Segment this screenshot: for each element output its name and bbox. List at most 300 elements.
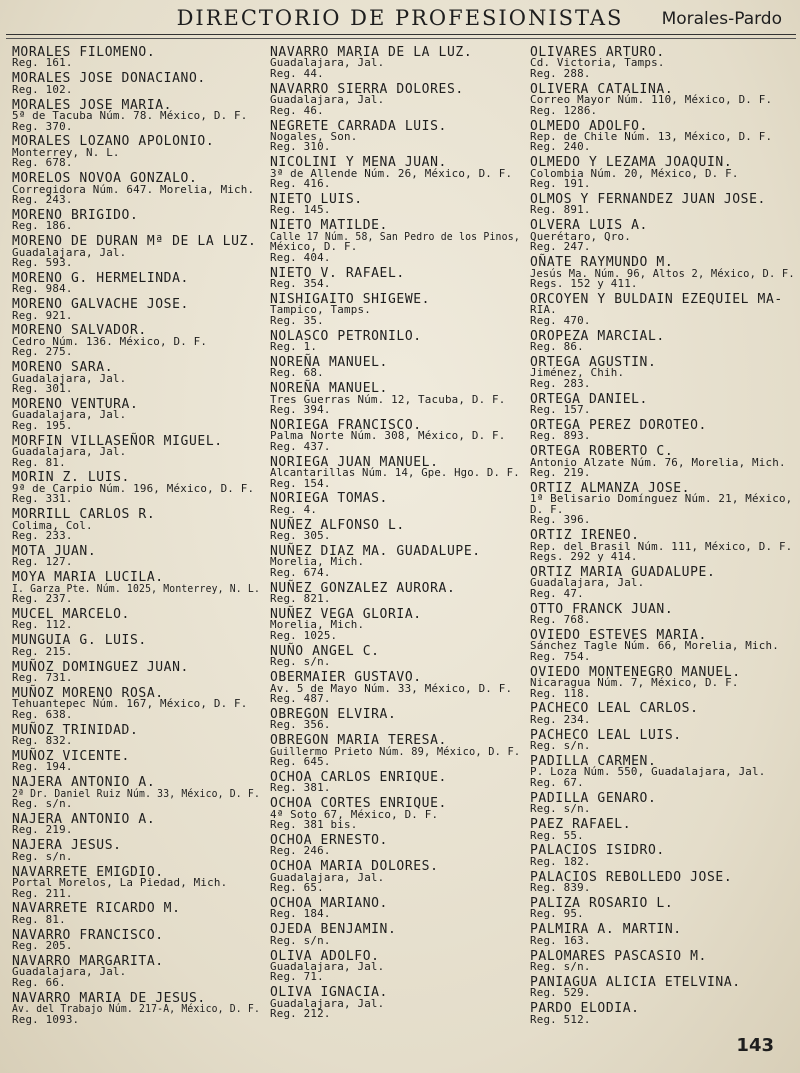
entry-name: MORALES LOZANO APOLONIO. (12, 134, 215, 150)
entry-name: OROPEZA MARCIAL. (530, 328, 665, 344)
entry-registration: Reg. 66. (12, 975, 66, 989)
directory-entry (270, 328, 520, 353)
entry-registration: Reg. 416. (270, 177, 331, 191)
directory-entry (270, 118, 520, 154)
entry-name: PALACIOS ISIDRO. (530, 843, 665, 859)
entry-name: NOLASCO PETRONILO. (270, 328, 422, 344)
entry-name: NAVARRO MARIA DE JESUS. (12, 990, 206, 1006)
directory-entry (530, 564, 795, 600)
entry-registration: Reg. 205. (12, 939, 73, 953)
entry-registration: Reg. 186. (12, 219, 73, 233)
entry-name: OBREGON ELVIRA. (270, 706, 397, 722)
entry-registration: Reg. 44. (270, 66, 324, 80)
entry-registration: Reg. 437. (270, 439, 331, 453)
entry-name: OLIVA ADOLFO. (270, 948, 380, 964)
directory-entry (270, 517, 520, 543)
directory-entry (12, 323, 260, 359)
entry-address: Colima, Col. (12, 518, 93, 532)
directory-entry (270, 985, 520, 1021)
entry-name: OLIVA IGNACIA. (270, 985, 388, 1001)
entry-registration: Reg. s/n. (530, 802, 591, 816)
entry-name: ORTEGA ROBERTO C. (530, 444, 674, 460)
directory-entry (530, 974, 795, 1000)
directory-entry (12, 864, 260, 900)
entry-registration: Reg. 356. (270, 718, 331, 732)
entry-address: Nicaragua Núm. 7, México, D. F. (530, 676, 739, 690)
entry-registration: Reg. 283. (530, 376, 591, 390)
entry-address: Guadalajara, Jal. (270, 870, 385, 884)
entry-registration: Reg. 234. (530, 712, 591, 726)
entry-address: Guadalajara, Jal. (12, 245, 127, 259)
entry-address: Guadalajara, Jal. (12, 445, 127, 459)
entry-name: NUÑEZ VEGA GLORIA. (270, 607, 422, 623)
directory-entry (12, 234, 260, 270)
directory-entry (12, 607, 260, 632)
entry-address: P. Loza Núm. 550, Guadalajara, Jal. (530, 765, 766, 779)
entry-address: Tampico, Tamps. (270, 303, 371, 317)
entry-address: Guadalajara, Jal. (530, 576, 645, 590)
directory-entry (270, 192, 520, 217)
entry-registration: Reg. 194. (12, 760, 73, 774)
directory-entry (530, 948, 795, 974)
entry-registration: Reg. 331. (12, 492, 73, 506)
directory-entry (12, 297, 260, 322)
entry-name: PACHECO LEAL CARLOS. (530, 701, 699, 717)
entry-registration: Reg. 754. (530, 649, 591, 663)
entry-name: OLIVERA CATALINA. (530, 81, 674, 97)
entry-name: NAJERA JESUS. (12, 838, 122, 854)
entry-address: Guadalajara, Jal. (12, 965, 127, 979)
entry-registration: Reg. 247. (530, 240, 591, 254)
directory-entry (12, 838, 260, 863)
entry-registration: Reg. 645. (270, 755, 331, 769)
entry-name: MORENO GALVACHE JOSE. (12, 297, 189, 313)
entry-name: MORENO BRIGIDO. (12, 207, 139, 223)
entry-registration: Reg. 1093. (12, 1012, 80, 1026)
entry-name: OCHOA CARLOS ENRIQUE. (270, 769, 447, 785)
entry-address: 3ª de Allende Núm. 26, México, D. F. (270, 166, 513, 180)
entry-registration: Regs. 292 y 414. (530, 550, 638, 564)
entry-name: ORTIZ MARIA GUADALUPE. (530, 564, 716, 580)
entry-name: OCHOA ERNESTO. (270, 832, 388, 848)
entry-name: PARDO ELODIA. (530, 1001, 640, 1017)
entry-name: NORIEGA FRANCISCO. (270, 417, 422, 433)
entry-registration: Reg. 832. (12, 734, 73, 748)
entry-name: MORIN Z. LUIS. (12, 470, 130, 486)
entry-name: OCHOA MARIANO. (270, 895, 388, 911)
entry-registration: Reg. 768. (530, 613, 591, 627)
entry-name: MUÑOZ DOMINGUEZ JUAN. (12, 659, 189, 675)
entry-registration: Reg. 1025. (270, 628, 338, 642)
entry-name: PALACIOS REBOLLEDO JOSE. (530, 869, 733, 885)
entry-registration: Reg. 893. (530, 429, 591, 443)
directory-entry (12, 45, 260, 70)
entry-name: OCHOA CORTES ENRIQUE. (270, 796, 447, 812)
directory-entry (530, 817, 795, 842)
entry-address: 2ª Dr. Daniel Ruiz Núm. 33, México, D. F. (12, 786, 261, 800)
entry-registration: Reg. 487. (270, 691, 331, 705)
entry-name: MORENO SARA. (12, 360, 114, 376)
directory-entry (530, 45, 795, 80)
entry-registration: Reg. 219. (12, 823, 73, 837)
directory-entry (530, 444, 795, 480)
entry-registration: Reg. 112. (12, 618, 73, 632)
directory-entry (270, 155, 520, 191)
entry-address: Rep. de Chile Núm. 13, México, D. F. (530, 129, 773, 143)
directory-entry (12, 396, 260, 432)
entry-name: MORENO VENTURA. (12, 396, 139, 412)
entry-address: Av. del Trabajo Núm. 217-A, México, D. F. (12, 1002, 261, 1016)
directory-entry (530, 601, 795, 627)
directory-entry (270, 417, 520, 453)
directory-entry (530, 528, 795, 564)
entry-registration: Reg. 127. (12, 555, 73, 569)
entry-registration: Reg. 154. (270, 476, 331, 490)
entry-name: MORRILL CARLOS R. (12, 507, 156, 523)
directory-entry (530, 218, 795, 254)
directory-entry (270, 491, 520, 516)
entry-name: MORALES JOSE MARIA. (12, 97, 173, 113)
entry-name: NOREÑA MANUEL. (270, 354, 388, 370)
entry-name: OLIVARES ARTURO. (530, 45, 665, 60)
entry-registration: Reg. 219. (530, 466, 591, 480)
directory-entry (270, 859, 520, 895)
entry-address: Corregidora Núm. 647. Morelia, Mich. (12, 182, 255, 196)
entry-name: MORALES FILOMENO. (12, 45, 156, 60)
entry-name: MOTA JUAN. (12, 543, 97, 559)
entry-registration: Reg. 984. (12, 282, 73, 296)
entry-registration: Reg. 370. (12, 119, 73, 133)
entry-address: Guadalajara, Jal. (270, 93, 385, 107)
entry-registration: Reg. 68. (270, 366, 324, 380)
directory-entry (12, 927, 260, 953)
directory-entry (12, 812, 260, 837)
entry-registration: Reg. 381. (270, 781, 331, 795)
entry-name: OLVERA LUIS A. (530, 218, 648, 234)
directory-column-1 (12, 45, 261, 1030)
directory-entry (270, 706, 520, 732)
entry-registration: Reg. 243. (12, 193, 73, 206)
directory-entry (12, 901, 260, 926)
entry-name: ORTEGA PEREZ DOROTEO. (530, 417, 707, 433)
page-header (0, 4, 800, 34)
entry-name: PALOMARES PASCASIO M. (530, 948, 707, 964)
entry-name: PADILLA GENARO. (530, 790, 657, 806)
entry-address: Palma Norte Núm. 308, México, D. F. (270, 429, 506, 443)
entry-address: Colombia Núm. 20, México, D. F. (530, 166, 739, 180)
entry-registration: Reg. 161. (12, 56, 73, 70)
entry-address: Portal Morelos, La Piedad, Mich. (12, 876, 228, 890)
entry-name: NIETO MATILDE. (270, 218, 388, 234)
entry-name: OLMEDO ADOLFO. (530, 118, 648, 134)
entry-name: ORCOYEN Y BULDAIN EZEQUIEL MA- (530, 291, 783, 307)
entry-registration: Reg. s/n. (530, 960, 591, 974)
entry-registration: Reg. 65. (270, 881, 324, 895)
entry-name: OJEDA BENJAMIN. (270, 922, 397, 938)
entry-name: MUCEL MARCELO. (12, 607, 130, 623)
directory-entry (12, 507, 260, 543)
entry-address: Guillermo Prieto Núm. 89, México, D. F. (270, 744, 521, 758)
directory-entry (270, 265, 520, 290)
directory-entry (12, 990, 261, 1026)
entry-registration: Reg. 67. (530, 775, 584, 789)
entry-registration: Reg. 47. (530, 586, 584, 600)
entry-registration: Reg. 354. (270, 276, 331, 290)
directory-entry (12, 570, 261, 606)
entry-address: Cedro Núm. 136. México, D. F. (12, 334, 208, 348)
entry-address: Antonio Alzate Núm. 76, Morelia, Mich. (530, 455, 786, 469)
entry-name: NIETO V. RAFAEL. (270, 265, 405, 281)
directory-entry (12, 470, 260, 506)
entry-address: 1ª Belisario Domínguez Núm. 21, México, (530, 492, 793, 506)
directory-entry (530, 843, 795, 868)
entry-registration: Reg. 512. (530, 1012, 591, 1026)
running-head-range: Morales-Pardo (661, 9, 782, 29)
header-rule (6, 34, 796, 35)
page-number: 143 (736, 1035, 774, 1056)
entry-registration: Reg. 35. (270, 313, 324, 327)
entry-registration: Reg. 240. (530, 140, 591, 154)
directory-entry (270, 607, 520, 642)
entry-name: NAVARRO SIERRA DOLORES. (270, 81, 464, 97)
directory-entry (270, 543, 520, 579)
entry-name: NUÑEZ DIAZ MA. GUADALUPE. (270, 543, 481, 559)
entry-name: NAJERA ANTONIO A. (12, 812, 156, 828)
entry-name: NICOLINI Y MENA JUAN. (270, 155, 447, 171)
directory-entry (530, 627, 795, 663)
directory-entry (270, 796, 520, 832)
entry-registration: Reg. 310. (270, 140, 331, 154)
entry-registration: Reg. 301. (12, 382, 73, 396)
entry-registration: Reg. 288. (530, 66, 591, 80)
entry-registration: Reg. 86. (530, 340, 584, 353)
directory-entry (530, 255, 795, 290)
entry-address: D. F. (530, 502, 564, 516)
entry-address: I. Garza Pte. Núm. 1025, Monterrey, N. L. (12, 581, 261, 595)
directory-entry (530, 727, 795, 753)
directory-entry (530, 790, 795, 816)
entry-registration: Reg. 305. (270, 529, 331, 543)
entry-address: Jiménez, Chih. (530, 366, 625, 380)
entry-name: ORTIZ IRENEO. (530, 528, 640, 544)
entry-name: NAVARRO MARGARITA. (12, 953, 164, 969)
directory-entry (530, 664, 795, 700)
entry-name: NAVARRO MARIA DE LA LUZ. (270, 45, 473, 60)
directory-entry (530, 417, 795, 443)
entry-registration: Reg. 1. (270, 340, 318, 353)
entry-name: PANIAGUA ALICIA ETELVINA. (530, 974, 741, 990)
directory-column-2 (270, 45, 521, 1025)
entry-registration: Reg. 157. (530, 403, 591, 417)
entry-registration: Reg. 275. (12, 345, 73, 359)
entry-registration: Reg. 71. (270, 970, 324, 984)
entry-registration: Reg. 163. (530, 933, 591, 947)
entry-address: Rep. del Brasil Núm. 111, México, D. F. (530, 539, 793, 553)
entry-address: 4ª Soto 67, México, D. F. (270, 807, 439, 821)
entry-registration: Reg. s/n. (270, 655, 331, 669)
entry-address: Guadalajara, Jal. (12, 408, 127, 422)
directory-entry (530, 922, 795, 947)
entry-address: Guadalajara, Jal. (270, 56, 385, 70)
directory-entry (270, 454, 520, 490)
entry-registration: Reg. 118. (530, 686, 591, 700)
page-title: DIRECTORIO DE PROFESIONISTAS (176, 6, 624, 30)
directory-entry (12, 748, 260, 774)
directory-entry (12, 543, 260, 569)
entry-registration: Reg. 638. (12, 707, 73, 721)
entry-name: OCHOA MARIA DOLORES. (270, 859, 439, 875)
directory-entry (270, 733, 521, 769)
directory-entry (12, 71, 260, 96)
entry-registration: Reg. 529. (530, 986, 591, 1000)
directory-entry (12, 270, 260, 296)
entry-address: Querétaro, Qro. (530, 229, 631, 243)
entry-registration: Reg. 921. (12, 308, 73, 322)
entry-name: MORELOS NOVOA GONZALO. (12, 171, 198, 187)
entry-registration: Reg. 184. (270, 907, 331, 921)
entry-registration: Reg. 81. (12, 455, 66, 469)
entry-registration: Regs. 152 y 411. (530, 276, 638, 290)
entry-registration: Reg. 246. (270, 844, 331, 858)
entry-address: 5ª de Tacuba Núm. 78. México, D. F. (12, 109, 248, 123)
entry-name: NORIEGA JUAN MANUEL. (270, 454, 439, 470)
entry-address: Morelia, Mich. (270, 618, 365, 632)
entry-registration: Reg. 1286. (530, 103, 598, 117)
entry-registration: Reg. 195. (12, 418, 73, 432)
directory-entry (530, 754, 795, 789)
directory-column-3 (530, 45, 795, 1030)
entry-address: Alcantarillas Núm. 14, Gpe. Hgo. D. F. (270, 466, 520, 480)
entry-name: OVIEDO MONTENEGRO MANUEL. (530, 664, 741, 680)
entry-name: NAVARRO FRANCISCO. (12, 927, 164, 943)
entry-registration: Reg. 821. (270, 592, 331, 606)
entry-name: OTTO FRANCK JUAN. (530, 601, 674, 617)
entry-registration: Reg. s/n. (12, 797, 73, 811)
entry-name: MUNGUIA G. LUIS. (12, 633, 147, 649)
directory-entry (270, 643, 520, 669)
directory-entry (270, 354, 520, 380)
entry-name: PALIZA ROSARIO L. (530, 895, 674, 911)
directory-entry (530, 291, 795, 327)
directory-entry (530, 192, 795, 217)
entry-name: MORENO G. HERMELINDA. (12, 270, 189, 286)
entry-name: MORENO DE DURAN Mª DE LA LUZ. (12, 234, 257, 250)
entry-name: OVIEDO ESTEVES MARIA. (530, 627, 707, 643)
entry-address: Guadalajara, Jal. (270, 996, 385, 1010)
entry-address: Calle 17 Núm. 58, San Pedro de los Pinos, (270, 229, 520, 243)
entry-name: MORFIN VILLASEÑOR MIGUEL. (12, 433, 223, 449)
entry-address: Tehuantepec Núm. 167, México, D. F. (12, 697, 248, 711)
directory-entry (530, 155, 795, 191)
directory-entry (270, 670, 520, 705)
entry-name: PADILLA CARMEN. (530, 754, 657, 770)
directory-entry (12, 722, 260, 748)
entry-name: OLMEDO Y LEZAMA JOAQUIN. (530, 155, 733, 171)
entry-address: México, D. F. (270, 240, 358, 254)
entry-registration: Reg. 145. (270, 203, 331, 217)
entry-name: MOYA MARIA LUCILA. (12, 570, 164, 586)
entry-name: MORALES JOSE DONACIANO. (12, 71, 206, 87)
directory-entry (270, 922, 520, 947)
entry-address: Guadalajara, Jal. (270, 960, 385, 974)
entry-registration: Reg. 4. (270, 502, 318, 516)
entry-registration: Reg. 215. (12, 644, 73, 658)
entry-name: OBREGON MARIA TERESA. (270, 733, 447, 749)
entry-registration: Reg. 55. (530, 828, 584, 842)
entry-name: MUÑOZ TRINIDAD. (12, 722, 139, 738)
entry-registration: Reg. 81. (12, 912, 66, 926)
entry-registration: Reg. 211. (12, 886, 73, 900)
directory-entry (270, 381, 520, 417)
entry-address: Morelia, Mich. (270, 555, 365, 569)
directory-entry (12, 659, 260, 685)
directory-entry (12, 207, 260, 233)
directory-entry (12, 953, 260, 989)
directory-entry (530, 391, 795, 417)
entry-name: PACHECO LEAL LUIS. (530, 727, 682, 743)
directory-entry (12, 775, 261, 811)
entry-registration: Reg. 839. (530, 881, 591, 895)
entry-address: Nogales, Son. (270, 129, 358, 143)
entry-name: NAVARRETE RICARDO M. (12, 901, 181, 917)
entry-registration: Reg. s/n. (12, 849, 73, 863)
directory-entry (270, 580, 520, 606)
entry-name: ORTEGA AGUSTIN. (530, 354, 657, 370)
entry-registration: Reg. 678. (12, 156, 73, 170)
entry-address: Av. 5 de Mayo Núm. 33, México, D. F. (270, 681, 513, 695)
entry-name: NISHIGAITO SHIGEWE. (270, 291, 431, 307)
directory-entry (12, 685, 260, 721)
entry-address: Sánchez Tagle Núm. 66, Morelia, Mich. (530, 639, 779, 653)
entry-address: RIA. (530, 303, 557, 317)
entry-registration: Reg. 46. (270, 103, 324, 117)
entry-name: OLMOS Y FERNANDEZ JUAN JOSE. (530, 192, 766, 207)
entry-name: PAEZ RAFAEL. (530, 817, 632, 833)
entry-name: NOREÑA MANUEL. (270, 381, 388, 397)
entry-address: Correo Mayor Núm. 110, México, D. F. (530, 93, 773, 107)
directory-entry (270, 81, 520, 117)
entry-registration: Reg. 237. (12, 592, 73, 606)
entry-registration: Reg. 891. (530, 203, 591, 217)
entry-name: NUÑO ANGEL C. (270, 643, 380, 659)
entry-registration: Reg. 102. (12, 82, 73, 96)
directory-entry (12, 97, 260, 133)
entry-name: NUÑEZ GONZALEZ AURORA. (270, 580, 456, 596)
entry-registration: Reg. 182. (530, 854, 591, 868)
entry-name: MUÑOZ MORENO ROSA. (12, 685, 164, 701)
entry-address: Cd. Victoria, Tamps. (530, 56, 665, 70)
directory-entry (270, 291, 520, 327)
directory-entry (270, 769, 520, 795)
entry-name: NIETO LUIS. (270, 192, 363, 207)
entry-address: Guadalajara, Jal. (12, 371, 127, 385)
directory-entry (270, 832, 520, 858)
entry-name: PALMIRA A. MARTIN. (530, 922, 682, 938)
entry-name: ORTEGA DANIEL. (530, 391, 648, 407)
entry-registration: Reg. 233. (12, 529, 73, 543)
entry-name: NORIEGA TOMAS. (270, 491, 388, 507)
entry-registration: Reg. s/n. (530, 739, 591, 753)
entry-name: MORENO SALVADOR. (12, 323, 147, 339)
entry-registration: Reg. 470. (530, 313, 591, 327)
entry-registration: Reg. 731. (12, 671, 73, 685)
entry-name: OÑATE RAYMUNDO M. (530, 255, 674, 271)
directory-entry (12, 360, 260, 396)
directory-entry (530, 1001, 795, 1026)
directory-entry (530, 81, 795, 117)
entry-registration: Reg. 191. (530, 177, 591, 191)
entry-registration: Reg. 396. (530, 513, 591, 527)
